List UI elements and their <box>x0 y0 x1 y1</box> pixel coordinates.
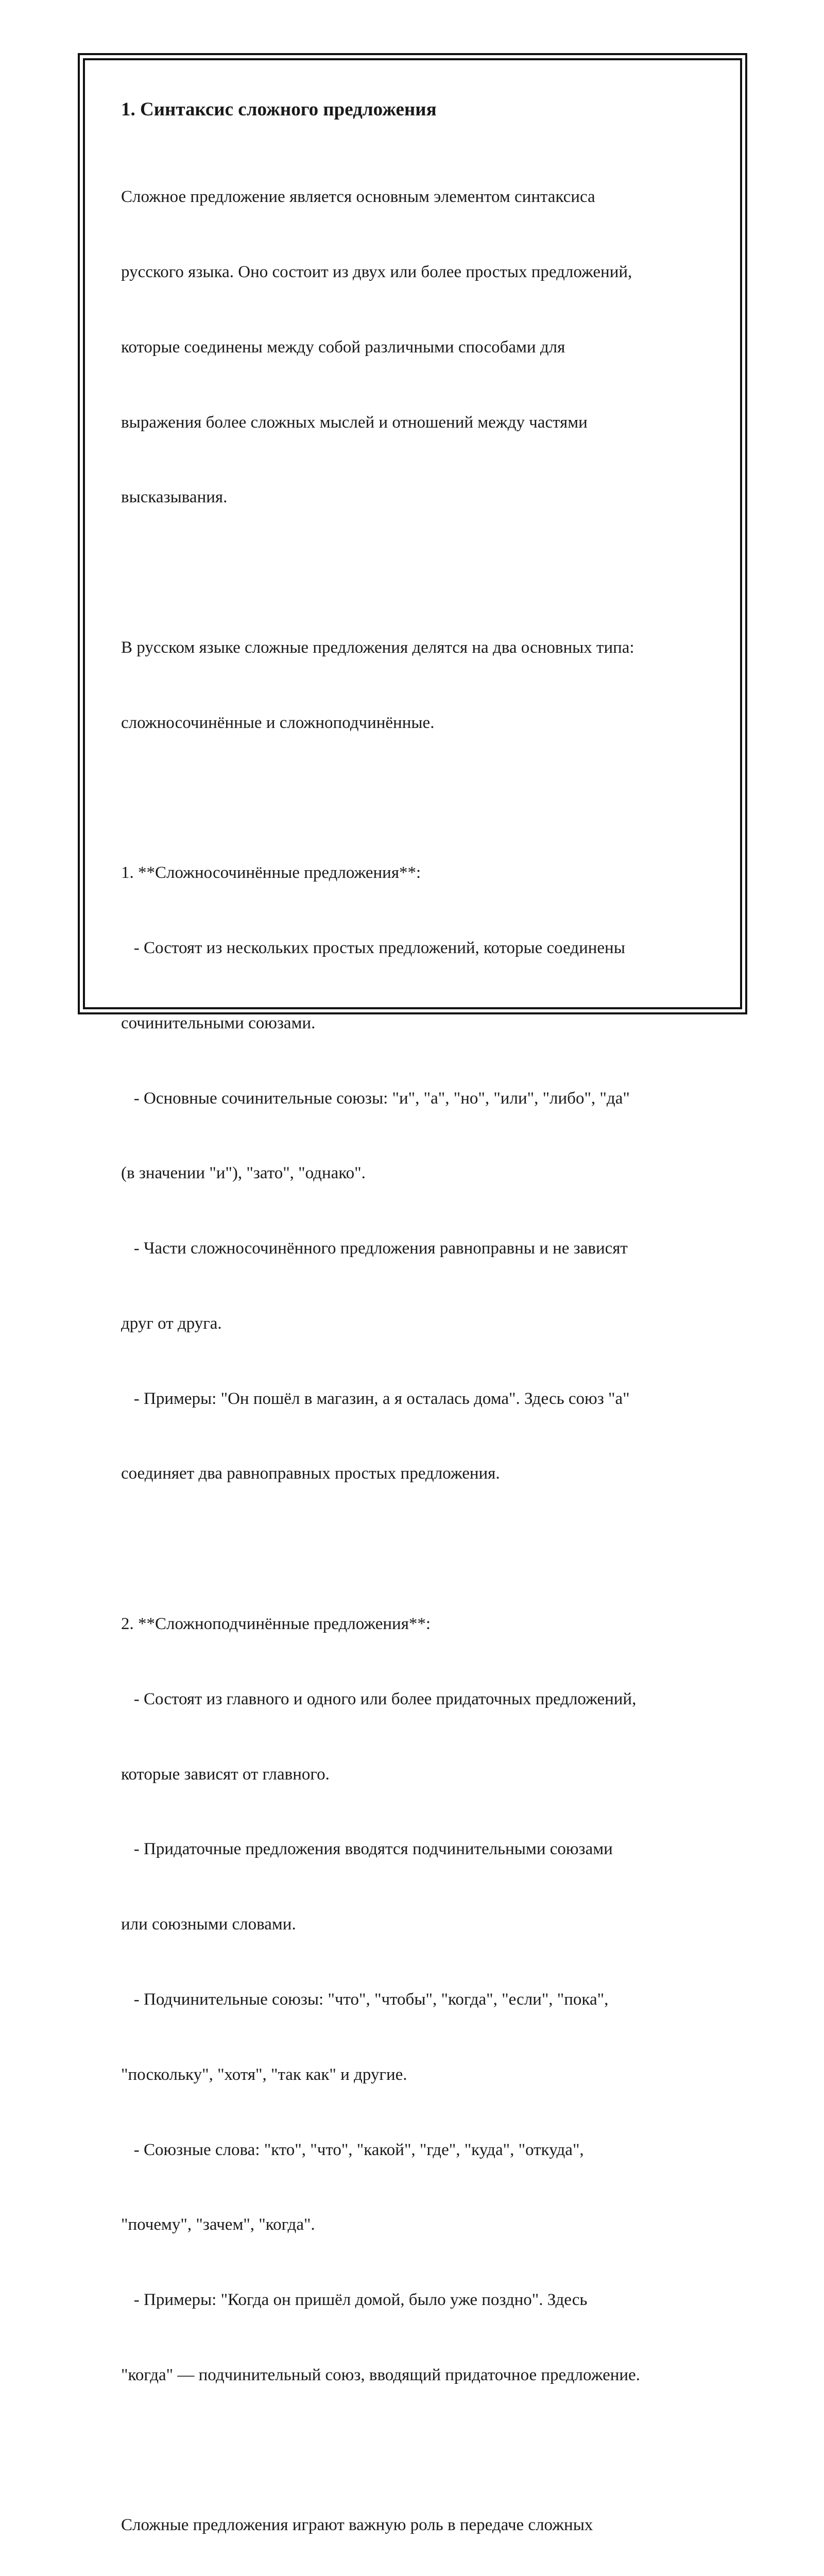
text-line: - Части сложносочинённого предложения равноправны и не зависят <box>121 1239 628 1258</box>
text-line: - Примеры: "Когда он пришёл домой, было уже поздно". Здесь <box>121 2291 588 2310</box>
list-item-title: 2. **Сложноподчинённые предложения**: <box>121 1615 431 1634</box>
text-line: соединяет два равноправных простых предложения. <box>121 1464 500 1483</box>
list-item-title: 1. **Сложносочинённые предложения**: <box>121 863 421 883</box>
text-line: Сложные предложения играют важную роль в передаче сложных <box>121 2516 593 2535</box>
paragraph-gap <box>121 785 713 810</box>
text-line: Сложное предложение является основным элементом синтаксиса <box>121 188 595 207</box>
text-line: - Союзные слова: "кто", "что", "какой", "где", "куда", "откуда", <box>121 2140 584 2159</box>
text-line: сложносочинённые и сложноподчинённые. <box>121 713 435 732</box>
text-line: русского языка. Оно состоит из двух или более простых предложений, <box>121 262 632 281</box>
text-line: - Примеры: "Он пошёл в магазин, а я осталась дома". Здесь союз "а" <box>121 1389 630 1408</box>
text-line: сочинительными союзами. <box>121 1013 316 1032</box>
text-line: "поскольку", "хотя", "так как" и другие. <box>121 2065 407 2084</box>
intro-paragraph <box>121 134 713 560</box>
text-line: - Основные сочинительные союзы: "и", "а", "но", "или", "либо", "да" <box>121 1089 630 1108</box>
types-paragraph <box>121 585 713 786</box>
paragraph-gap <box>121 2438 713 2463</box>
text-line: высказывания. <box>121 488 228 507</box>
complex-sentences-section <box>121 1562 713 2438</box>
text-line: или союзными словами. <box>121 1915 296 1934</box>
text-line: - Состоят из нескольких простых предложений, которые соединены <box>121 939 625 957</box>
text-line: - Подчинительные союзы: "что", "чтобы", "когда", "если", "пока", <box>121 1990 609 2009</box>
conclusion-paragraph <box>121 2463 713 2576</box>
compound-sentences-section <box>121 810 713 1536</box>
text-line: друг от друга. <box>121 1314 222 1333</box>
text-line: выражения более сложных мыслей и отношений между частями <box>121 413 588 432</box>
paragraph-gap <box>121 1536 713 1562</box>
text-line: "когда" — подчинительный союз, вводящий придаточное предложение. <box>121 2365 640 2384</box>
text-line: которые соединены между собой различными способами для <box>121 337 565 357</box>
text-line: которые зависят от главного. <box>121 1765 330 1784</box>
text-line: - Придаточные предложения вводятся подчинительными союзами <box>121 1840 613 1859</box>
document-body <box>121 95 713 2576</box>
text-line: - Состоят из главного и одного или более придаточных предложений, <box>121 1689 637 1708</box>
text-line: "почему", "зачем", "когда". <box>121 2215 315 2234</box>
paragraph-gap <box>121 560 713 585</box>
text-line: (в значении "и"), "зато", "однако". <box>121 1164 366 1183</box>
text-line: В русском языке сложные предложения делятся на два основных типа: <box>121 638 634 657</box>
section-heading: 1. Синтаксис сложного предложения <box>121 99 437 120</box>
